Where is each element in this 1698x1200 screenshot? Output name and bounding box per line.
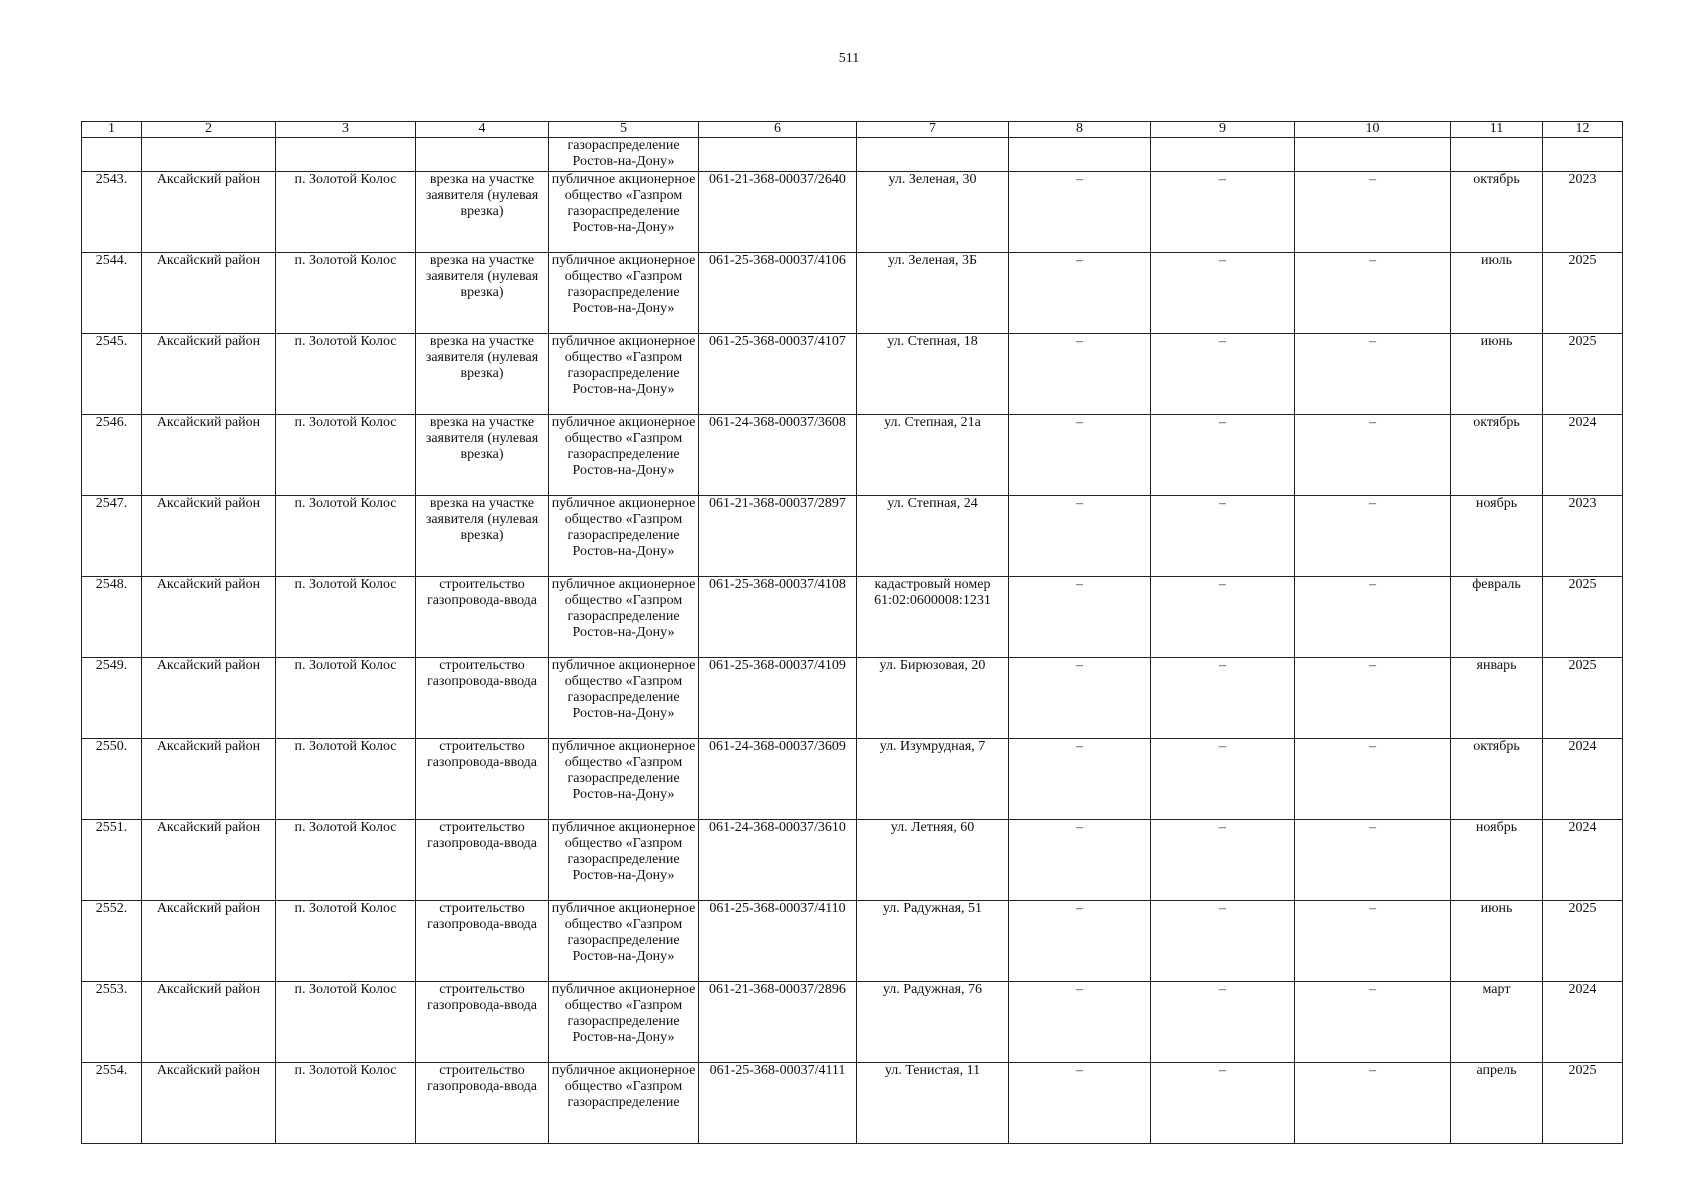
month-cell: июнь <box>1451 333 1543 414</box>
year-cell: 2025 <box>1543 657 1623 738</box>
month-cell: февраль <box>1451 576 1543 657</box>
column-9-cell: – <box>1151 900 1295 981</box>
column-8-cell: – <box>1009 738 1151 819</box>
column-9-cell: – <box>1151 657 1295 738</box>
column-10-cell: – <box>1295 576 1451 657</box>
address-cell: ул. Степная, 21а <box>857 414 1009 495</box>
month-cell: октябрь <box>1451 738 1543 819</box>
registration-code-cell: 061-25-368-00037/4106 <box>699 252 857 333</box>
year-cell: 2024 <box>1543 819 1623 900</box>
row-number: 2554. <box>82 1062 142 1143</box>
organization-cell: публичное акционерное общество «Газпром газораспределение Ростов-на-Дону» <box>549 495 699 576</box>
organization-cell: публичное акционерное общество «Газпром газораспределение Ростов-на-Дону» <box>549 738 699 819</box>
column-number: 2 <box>142 122 276 138</box>
table-row <box>82 657 1623 738</box>
column-number: 1 <box>82 122 142 138</box>
month-cell: апрель <box>1451 1062 1543 1143</box>
district-cell: Аксайский район <box>142 900 276 981</box>
organization-cell: публичное акционерное общество «Газпром газораспределение Ростов-на-Дону» <box>549 657 699 738</box>
column-8-cell: – <box>1009 657 1151 738</box>
registration-code-cell: 061-25-368-00037/4110 <box>699 900 857 981</box>
row-number: 2549. <box>82 657 142 738</box>
column-9-cell: – <box>1151 171 1295 252</box>
year-cell: 2023 <box>1543 495 1623 576</box>
table-row <box>82 333 1623 414</box>
settlement-cell: п. Золотой Колос <box>276 576 416 657</box>
row-number: 2545. <box>82 333 142 414</box>
column-8-cell: – <box>1009 171 1151 252</box>
column-10-cell: – <box>1295 333 1451 414</box>
month-cell: июнь <box>1451 900 1543 981</box>
district-cell: Аксайский район <box>142 171 276 252</box>
address-cell: ул. Изумрудная, 7 <box>857 738 1009 819</box>
month-cell: июль <box>1451 252 1543 333</box>
row-number: 2547. <box>82 495 142 576</box>
work-type-cell: врезка на участке заявителя (нулевая врезка) <box>416 333 549 414</box>
year-cell: 2025 <box>1543 900 1623 981</box>
row-number: 2548. <box>82 576 142 657</box>
registration-code-cell: 061-24-368-00037/3610 <box>699 819 857 900</box>
organization-cell: публичное акционерное общество «Газпром газораспределение <box>549 1062 699 1143</box>
address-cell: ул. Летняя, 60 <box>857 819 1009 900</box>
year-cell: 2025 <box>1543 1062 1623 1143</box>
row-number: 2552. <box>82 900 142 981</box>
row-number: 2546. <box>82 414 142 495</box>
column-10-cell: – <box>1295 171 1451 252</box>
settlement-cell: п. Золотой Колос <box>276 738 416 819</box>
table-row <box>82 495 1623 576</box>
table-row <box>82 252 1623 333</box>
column-9-cell: – <box>1151 576 1295 657</box>
address-cell: ул. Радужная, 51 <box>857 900 1009 981</box>
year-cell: 2024 <box>1543 738 1623 819</box>
address-cell: ул. Степная, 18 <box>857 333 1009 414</box>
address-cell: ул. Радужная, 76 <box>857 981 1009 1062</box>
address-cell: ул. Зеленая, 3Б <box>857 252 1009 333</box>
column-9-cell: – <box>1151 333 1295 414</box>
settlement-cell: п. Золотой Колос <box>276 171 416 252</box>
column-8-cell: – <box>1009 819 1151 900</box>
district-cell: Аксайский район <box>142 333 276 414</box>
work-type-cell: строительство газопровода-ввода <box>416 738 549 819</box>
district-cell: Аксайский район <box>142 1062 276 1143</box>
column-8-cell: – <box>1009 495 1151 576</box>
address-cell: ул. Бирюзовая, 20 <box>857 657 1009 738</box>
month-cell: ноябрь <box>1451 819 1543 900</box>
table-row <box>82 819 1623 900</box>
table-row <box>82 900 1623 981</box>
column-number: 5 <box>549 122 699 138</box>
continuation-row <box>82 138 1623 172</box>
column-10-cell: – <box>1295 819 1451 900</box>
column-8-cell: – <box>1009 576 1151 657</box>
year-cell: 2025 <box>1543 252 1623 333</box>
organization-cell: публичное акционерное общество «Газпром газораспределение Ростов-на-Дону» <box>549 414 699 495</box>
table-row <box>82 576 1623 657</box>
settlement-cell: п. Золотой Колос <box>276 333 416 414</box>
column-number: 3 <box>276 122 416 138</box>
column-8-cell: – <box>1009 900 1151 981</box>
organization-cell: публичное акционерное общество «Газпром газораспределение Ростов-на-Дону» <box>549 900 699 981</box>
year-cell: 2024 <box>1543 414 1623 495</box>
year-cell: 2025 <box>1543 333 1623 414</box>
column-number: 4 <box>416 122 549 138</box>
table-row <box>82 414 1623 495</box>
organization-cell: публичное акционерное общество «Газпром газораспределение Ростов-на-Дону» <box>549 252 699 333</box>
table-row <box>82 1062 1623 1143</box>
settlement-cell: п. Золотой Колос <box>276 819 416 900</box>
column-number: 11 <box>1451 122 1543 138</box>
row-number: 2544. <box>82 252 142 333</box>
row-number: 2550. <box>82 738 142 819</box>
page-number: 511 <box>838 51 860 66</box>
work-type-cell: врезка на участке заявителя (нулевая врезка) <box>416 171 549 252</box>
work-type-cell: врезка на участке заявителя (нулевая врезка) <box>416 495 549 576</box>
district-cell: Аксайский район <box>142 414 276 495</box>
column-10-cell: – <box>1295 738 1451 819</box>
organization-cell: публичное акционерное общество «Газпром газораспределение Ростов-на-Дону» <box>549 981 699 1062</box>
registration-code-cell: 061-21-368-00037/2896 <box>699 981 857 1062</box>
work-type-cell: строительство газопровода-ввода <box>416 576 549 657</box>
column-9-cell: – <box>1151 414 1295 495</box>
org-continuation: газораспределение Ростов-на-Дону» <box>549 138 699 172</box>
work-type-cell: строительство газопровода-ввода <box>416 819 549 900</box>
row-number: 2551. <box>82 819 142 900</box>
column-number: 8 <box>1009 122 1151 138</box>
column-9-cell: – <box>1151 819 1295 900</box>
work-type-cell: врезка на участке заявителя (нулевая врезка) <box>416 414 549 495</box>
registration-code-cell: 061-24-368-00037/3608 <box>699 414 857 495</box>
work-type-cell: врезка на участке заявителя (нулевая врезка) <box>416 252 549 333</box>
column-number-header-row <box>82 122 1623 138</box>
row-number: 2553. <box>82 981 142 1062</box>
column-number: 6 <box>699 122 857 138</box>
register-table <box>81 121 1623 1144</box>
column-number: 7 <box>857 122 1009 138</box>
year-cell: 2023 <box>1543 171 1623 252</box>
month-cell: январь <box>1451 657 1543 738</box>
organization-cell: публичное акционерное общество «Газпром газораспределение Ростов-на-Дону» <box>549 576 699 657</box>
organization-cell: публичное акционерное общество «Газпром газораспределение Ростов-на-Дону» <box>549 819 699 900</box>
work-type-cell: строительство газопровода-ввода <box>416 657 549 738</box>
settlement-cell: п. Золотой Колос <box>276 414 416 495</box>
year-cell: 2025 <box>1543 576 1623 657</box>
settlement-cell: п. Золотой Колос <box>276 252 416 333</box>
column-10-cell: – <box>1295 495 1451 576</box>
column-9-cell: – <box>1151 1062 1295 1143</box>
address-cell: ул. Зеленая, 30 <box>857 171 1009 252</box>
column-8-cell: – <box>1009 333 1151 414</box>
organization-cell: публичное акционерное общество «Газпром газораспределение Ростов-на-Дону» <box>549 171 699 252</box>
table-row <box>82 981 1623 1062</box>
column-number: 12 <box>1543 122 1623 138</box>
district-cell: Аксайский район <box>142 657 276 738</box>
column-number: 10 <box>1295 122 1451 138</box>
address-cell: кадастровый номер 61:02:0600008:1231 <box>857 576 1009 657</box>
row-number: 2543. <box>82 171 142 252</box>
month-cell: октябрь <box>1451 171 1543 252</box>
column-number: 9 <box>1151 122 1295 138</box>
work-type-cell: строительство газопровода-ввода <box>416 1062 549 1143</box>
table-row <box>82 738 1623 819</box>
district-cell: Аксайский район <box>142 576 276 657</box>
district-cell: Аксайский район <box>142 819 276 900</box>
registration-code-cell: 061-25-368-00037/4108 <box>699 576 857 657</box>
settlement-cell: п. Золотой Колос <box>276 900 416 981</box>
settlement-cell: п. Золотой Колос <box>276 657 416 738</box>
registration-code-cell: 061-21-368-00037/2640 <box>699 171 857 252</box>
address-cell: ул. Тенистая, 11 <box>857 1062 1009 1143</box>
column-10-cell: – <box>1295 900 1451 981</box>
settlement-cell: п. Золотой Колос <box>276 1062 416 1143</box>
column-10-cell: – <box>1295 981 1451 1062</box>
column-10-cell: – <box>1295 657 1451 738</box>
month-cell: март <box>1451 981 1543 1062</box>
table-row <box>82 171 1623 252</box>
settlement-cell: п. Золотой Колос <box>276 495 416 576</box>
column-8-cell: – <box>1009 414 1151 495</box>
column-10-cell: – <box>1295 252 1451 333</box>
registration-code-cell: 061-25-368-00037/4109 <box>699 657 857 738</box>
column-9-cell: – <box>1151 495 1295 576</box>
district-cell: Аксайский район <box>142 738 276 819</box>
column-10-cell: – <box>1295 1062 1451 1143</box>
month-cell: октябрь <box>1451 414 1543 495</box>
column-8-cell: – <box>1009 1062 1151 1143</box>
district-cell: Аксайский район <box>142 252 276 333</box>
column-9-cell: – <box>1151 738 1295 819</box>
district-cell: Аксайский район <box>142 981 276 1062</box>
column-10-cell: – <box>1295 414 1451 495</box>
work-type-cell: строительство газопровода-ввода <box>416 981 549 1062</box>
registration-code-cell: 061-25-368-00037/4107 <box>699 333 857 414</box>
address-cell: ул. Степная, 24 <box>857 495 1009 576</box>
year-cell: 2024 <box>1543 981 1623 1062</box>
registration-code-cell: 061-25-368-00037/4111 <box>699 1062 857 1143</box>
district-cell: Аксайский район <box>142 495 276 576</box>
organization-cell: публичное акционерное общество «Газпром газораспределение Ростов-на-Дону» <box>549 333 699 414</box>
column-8-cell: – <box>1009 981 1151 1062</box>
column-8-cell: – <box>1009 252 1151 333</box>
column-9-cell: – <box>1151 252 1295 333</box>
registration-code-cell: 061-21-368-00037/2897 <box>699 495 857 576</box>
month-cell: ноябрь <box>1451 495 1543 576</box>
registration-code-cell: 061-24-368-00037/3609 <box>699 738 857 819</box>
column-9-cell: – <box>1151 981 1295 1062</box>
settlement-cell: п. Золотой Колос <box>276 981 416 1062</box>
work-type-cell: строительство газопровода-ввода <box>416 900 549 981</box>
